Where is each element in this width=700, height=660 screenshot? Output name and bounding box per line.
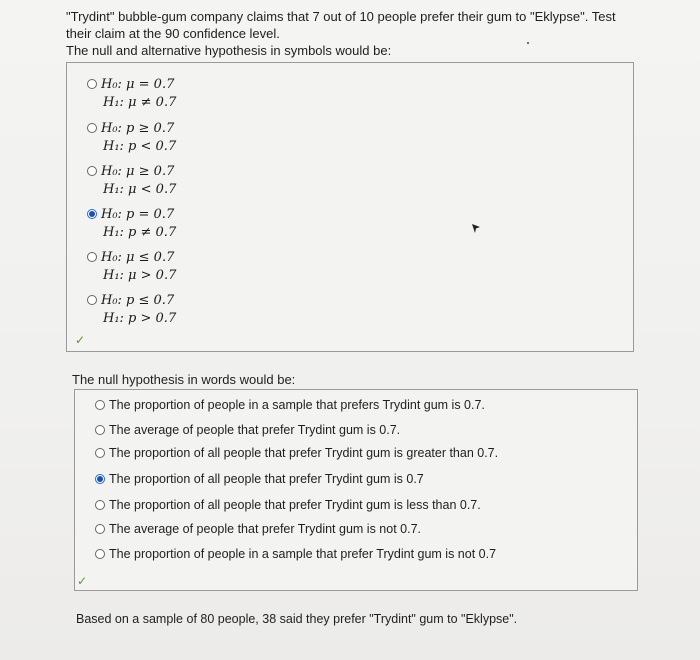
- radio-button[interactable]: [95, 524, 105, 534]
- intro-line-3: The null and alternative hypothesis in symbols would be:: [66, 43, 392, 58]
- words-option-4[interactable]: [95, 472, 424, 486]
- words-option-5[interactable]: [95, 498, 481, 512]
- intro-line-1: "Trydint" bubble-gum company claims that 7 out of 10 people prefer their gum to "Eklypse". Test: [66, 9, 616, 24]
- null-hypothesis-words-label: The null hypothesis in words would be:: [72, 372, 296, 387]
- h0-text: H₀: μ ≥ 0.7: [101, 164, 175, 179]
- hypothesis-option-5[interactable]: [87, 249, 176, 285]
- correct-check-icon: ✓: [77, 574, 88, 588]
- hypothesis-option-2[interactable]: [87, 120, 176, 156]
- radio-button[interactable]: [87, 79, 97, 89]
- h1-text: H₁: p > 0.7: [103, 311, 177, 326]
- radio-button-selected[interactable]: [95, 474, 105, 484]
- hypothesis-option-1[interactable]: [87, 76, 176, 112]
- option-text: The proportion of people in a sample that prefer Trydint gum is not 0.7: [109, 547, 497, 561]
- radio-button[interactable]: [95, 500, 105, 510]
- h0-text: H₀: p ≤ 0.7: [101, 293, 175, 308]
- words-option-7[interactable]: [95, 547, 496, 561]
- hypotheses-symbols-box: [66, 62, 634, 352]
- radio-button[interactable]: [87, 252, 97, 262]
- option-text: The proportion of all people that prefer Trydint gum is 0.7: [109, 472, 424, 486]
- radio-button[interactable]: [95, 400, 105, 410]
- h0-text: H₀: p ≥ 0.7: [101, 121, 175, 136]
- mouse-cursor-icon: [470, 222, 482, 241]
- radio-button[interactable]: [87, 123, 97, 133]
- option-text: The proportion of all people that prefer Trydint gum is greater than 0.7.: [109, 446, 499, 460]
- stray-dot: [527, 42, 529, 44]
- radio-button[interactable]: [95, 448, 105, 458]
- option-text: The proportion of all people that prefer Trydint gum is less than 0.7.: [109, 498, 481, 512]
- h1-text: H₁: μ < 0.7: [103, 182, 177, 197]
- radio-button[interactable]: [87, 295, 97, 305]
- radio-button[interactable]: [95, 425, 105, 435]
- h1-text: H₁: μ > 0.7: [103, 268, 177, 283]
- option-text: The proportion of people in a sample that prefers Trydint gum is 0.7.: [109, 398, 485, 412]
- hypothesis-option-3[interactable]: [87, 163, 176, 199]
- h1-text: H₁: p < 0.7: [103, 139, 177, 154]
- words-option-1[interactable]: [95, 398, 485, 412]
- h0-text: H₀: μ = 0.7: [101, 77, 175, 92]
- h0-text: H₀: μ ≤ 0.7: [101, 250, 175, 265]
- option-text: The average of people that prefer Trydint gum is not 0.7.: [109, 522, 421, 536]
- radio-button[interactable]: [95, 549, 105, 559]
- option-text: The average of people that prefer Trydint gum is 0.7.: [109, 423, 401, 437]
- hypothesis-option-4[interactable]: [87, 206, 176, 242]
- hypothesis-option-6[interactable]: [87, 292, 176, 328]
- correct-check-icon: ✓: [75, 333, 86, 347]
- h1-text: H₁: p ≠ 0.7: [103, 225, 177, 240]
- words-option-3[interactable]: [95, 446, 498, 460]
- question-intro: [66, 8, 626, 59]
- words-option-6[interactable]: [95, 522, 421, 536]
- intro-line-2: their claim at the 90 confidence level.: [66, 26, 280, 41]
- words-option-2[interactable]: [95, 423, 400, 437]
- h0-text: H₀: p = 0.7: [101, 207, 175, 222]
- hypothesis-words-box: [74, 389, 638, 591]
- sample-info-text: Based on a sample of 80 people, 38 said they prefer "Trydint" gum to "Eklypse".: [76, 612, 518, 626]
- radio-button[interactable]: [87, 166, 97, 176]
- h1-text: H₁: μ ≠ 0.7: [103, 95, 177, 110]
- radio-button-selected[interactable]: [87, 209, 97, 219]
